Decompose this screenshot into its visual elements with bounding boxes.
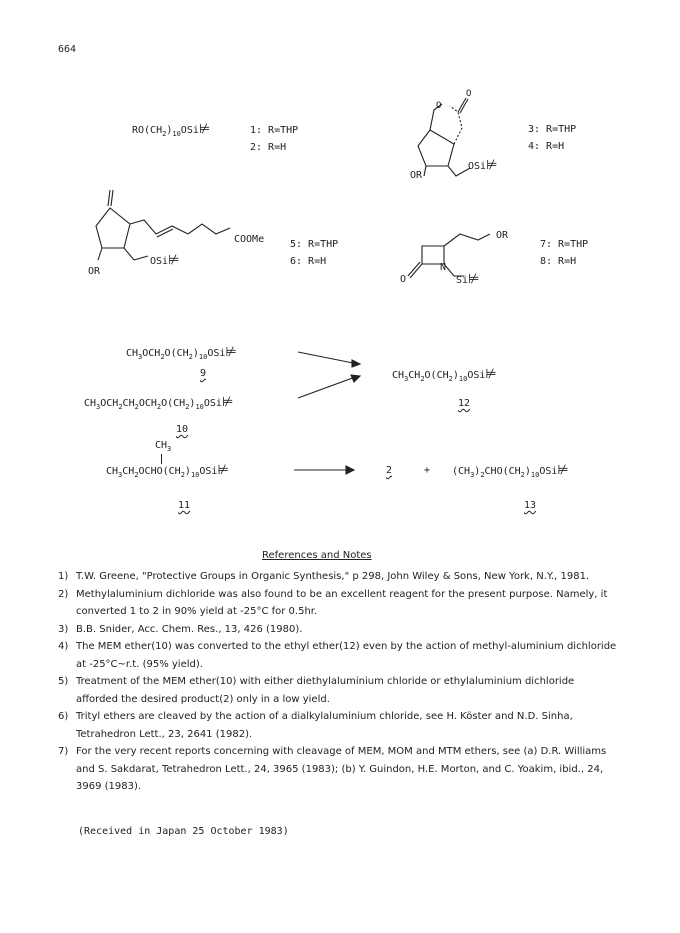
reference-item: 3) B.B. Snider, Acc. Chem. Res., 13, 426 (1980). [58, 623, 303, 635]
compound-11-number: 11 [178, 500, 191, 511]
compound-9-number: 9 [200, 368, 207, 379]
compound-7-8-structure [398, 226, 508, 290]
compound-10-number: 10 [176, 424, 189, 435]
compound-5-6-or: OR [88, 266, 101, 277]
compound-13-number: 13 [524, 500, 537, 511]
reference-item: 7) For the very recent reports concerning with cleavage of MEM, MOM and MTM ethers, see (a) D.R. Williams and S. Sakdarat, Tetrahedron Lett., 24, 3965 (1983); (b) Y. Guindon, H.E. Morton, and C. Yoakim, ibid., 24, 3969 (1983). [58, 746, 607, 792]
plus-sign: + [424, 465, 431, 476]
reaction-arrows-9-10 [296, 348, 366, 404]
reference-item: 4) The MEM ether(10) was converted to the ethyl ether(12) even by the action of methyl-aluminium dichloride at -25°C~r.t. (95% yield). [58, 641, 617, 670]
reference-item: 1) T.W. Greene, "Protective Groups in Organic Synthesis," p 298, John Wiley & Sons, New York, N.Y., 1981. [58, 571, 590, 582]
compound-5-6-osi: OSi⊭ [150, 253, 180, 268]
references-title: References and Notes [262, 550, 372, 561]
compound-3-4-osi: OSi⊭ [468, 158, 498, 173]
compound-10-formula: $CH_3OCH_2CH_2OCH_2O(CH_2)_{10}OSi⊭$ [84, 395, 234, 411]
compound-7-8-or: OR [496, 230, 509, 241]
reaction-arrow-11 [292, 464, 362, 476]
compound-7-8-labels: 7: R=THP 8: R=H [540, 239, 589, 267]
product-2-number: 2 [386, 465, 393, 476]
reference-item: 2) Methylaluminium dichloride was also found to be an excellent reagent for the present purpose. Namely, it converted 1 to 2 in 90% yield at -25°C for 0.5hr. [58, 588, 608, 617]
compound-7-8-o: O [400, 274, 407, 285]
compound-7-8-n: N [440, 262, 447, 273]
svg-text:O: O [466, 89, 472, 99]
svg-text:O: O [436, 101, 442, 111]
compound-12-formula: $CH_3CH_2O(CH_2)_{10}OSi⊭$ [392, 367, 497, 383]
compound-5-6-labels: 5: R=THP 6: R=H [290, 239, 339, 267]
compound-3-4-structure [400, 88, 520, 183]
received-date: (Received in Japan 25 October 1983) [78, 826, 289, 837]
compound-1-2-labels: 1: R=THP 2: R=H [250, 125, 299, 153]
page-number: 664 [58, 44, 77, 55]
references-list [58, 568, 618, 796]
compound-12-number: 12 [458, 398, 471, 409]
compound-1-2-formula: $RO(CH_2)_{10}OSi⊭$ [132, 122, 211, 138]
reference-item: 5) Treatment of the MEM ether(10) with either diethylaluminium chloride or ethylaluminium dichloride afforded the desired product(2) only in a low yield. [58, 676, 575, 705]
compound-3-4-labels: 3: R=THP 4: R=H [528, 124, 577, 152]
compound-9-formula: $CH_3OCH_2O(CH_2)_{10}OSi⊭$ [126, 345, 237, 361]
compound-11-formula: $CH_3CH_2OCHO(CH_2)_{10}OSi⊭$ [106, 463, 229, 479]
compound-5-6-coome: COOMe [234, 234, 265, 245]
compound-13-formula: $(CH_3)_2CHO(CH_2)_{10}OSi⊭$ [452, 463, 569, 479]
reference-item: 6) Trityl ethers are cleaved by the action of a dialkylaluminium chloride, see H. Köster and N.D. Sinha, Tetrahedron Lett., 23, 2641 (1982). [58, 711, 573, 740]
compound-3-4-or: OR [410, 170, 423, 181]
compound-11-methyl: $CH_3$ [155, 440, 172, 453]
compound-7-8-si: Si⊭ [456, 272, 480, 287]
